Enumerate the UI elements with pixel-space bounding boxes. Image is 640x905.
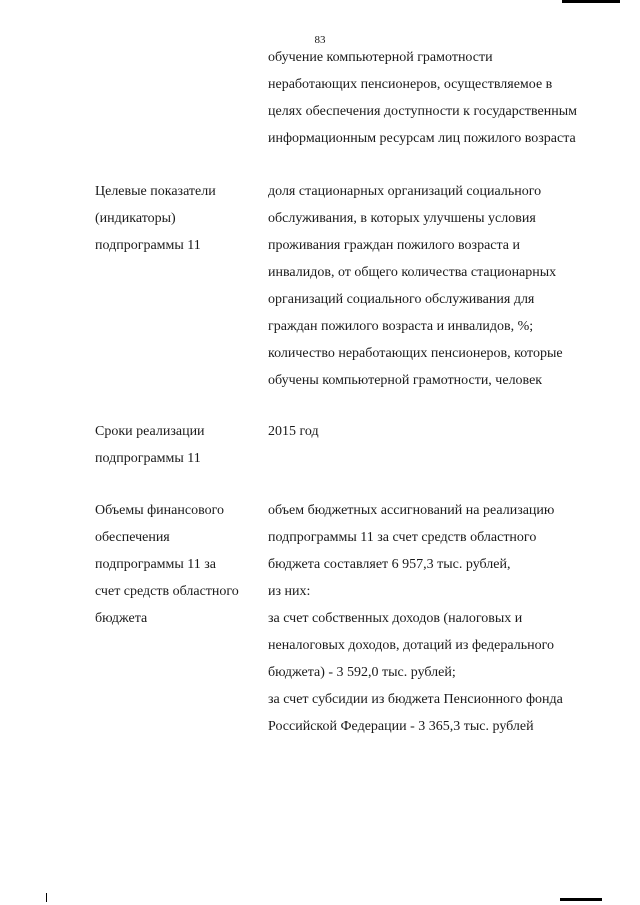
text-line: обучение компьютерной грамотности — [268, 50, 493, 65]
text-line: Российской Федерации - 3 365,3 тыс. рублей — [268, 719, 534, 734]
page-number: 83 — [314, 34, 326, 46]
text-line: количество неработающих пенсионеров, которые — [268, 346, 563, 361]
text-line: за счет собственных доходов (налоговых и — [268, 611, 523, 626]
text-line: объем бюджетных ассигнований на реализацию — [268, 503, 555, 518]
text-line: бюджета составляет 6 957,3 тыс. рублей, — [268, 557, 511, 572]
section-label — [95, 497, 265, 632]
section-value — [268, 497, 618, 740]
label-line: подпрограммы 11 за — [95, 557, 217, 572]
text-line: подпрограммы 11 за счет средств областного — [268, 530, 537, 545]
text-line: доля стационарных организаций социального — [268, 184, 542, 199]
label-line: бюджета — [95, 611, 148, 626]
text-line: граждан пожилого возраста и инвалидов, %; — [268, 319, 534, 334]
text-line: информационным ресурсам лиц пожилого возраста — [268, 131, 576, 146]
text-line: 2015 год — [268, 424, 319, 439]
section-value — [268, 418, 618, 445]
section-value — [268, 178, 618, 394]
text-line: организаций социального обслуживания для — [268, 292, 535, 307]
text-line: обслуживания, в которых улучшены условия — [268, 211, 536, 226]
scan-artifact-bottom-right — [560, 898, 602, 901]
label-line: обеспечения — [95, 530, 170, 545]
continuation-text — [268, 44, 618, 152]
text-line: неработающих пенсионеров, осуществляемое в — [268, 77, 553, 92]
text-line: неналоговых доходов, дотаций из федерального — [268, 638, 554, 653]
text-line: за счет субсидии из бюджета Пенсионного фонда — [268, 692, 563, 707]
label-line: счет средств областного — [95, 584, 239, 599]
label-line: Объемы финансового — [95, 503, 224, 518]
label-line: (индикаторы) — [95, 211, 176, 226]
label-line: подпрограммы 11 — [95, 238, 201, 253]
section-label — [95, 178, 265, 259]
text-line: бюджета) - 3 592,0 тыс. рублей; — [268, 665, 456, 680]
text-line: обучены компьютерной грамотности, человек — [268, 373, 543, 388]
label-line: подпрограммы 11 — [95, 451, 201, 466]
scan-artifact-bottom-left — [46, 893, 47, 902]
label-line: Сроки реализации — [95, 424, 205, 439]
section-label — [95, 418, 265, 472]
label-line: Целевые показатели — [95, 184, 216, 199]
text-line: целях обеспечения доступности к государственным — [268, 104, 578, 119]
text-line: проживания граждан пожилого возраста и — [268, 238, 520, 253]
text-line: из них: — [268, 584, 311, 599]
text-line: инвалидов, от общего количества стационарных — [268, 265, 557, 280]
scan-artifact-top-right — [562, 0, 620, 3]
